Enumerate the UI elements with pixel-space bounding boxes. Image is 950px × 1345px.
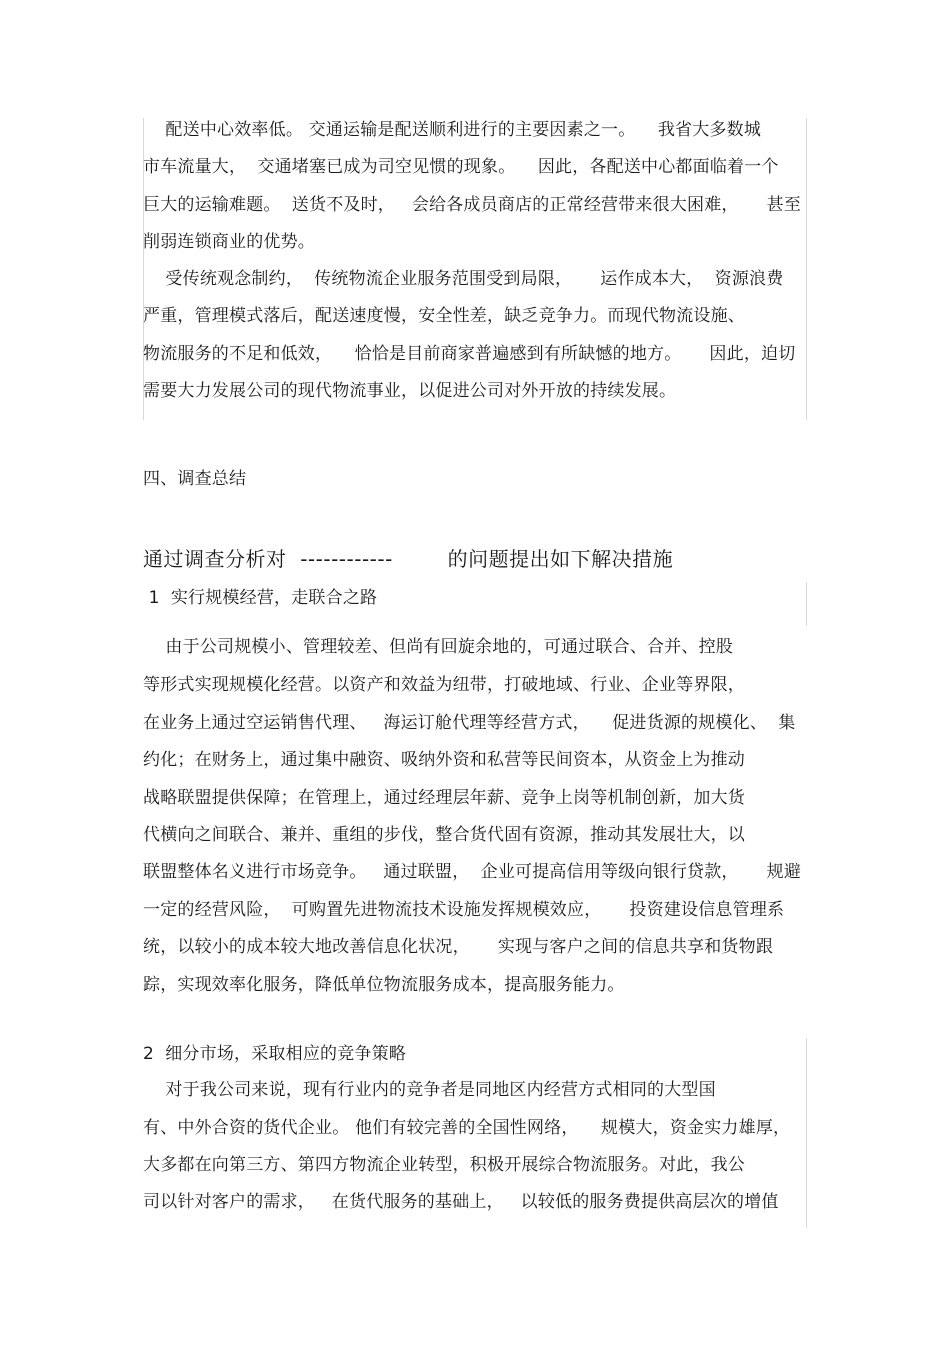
paragraph-line: 配送中心效率低。 交通运输是配送顺利进行的主要因素之一。 我省大多数城 — [143, 120, 762, 140]
right-border-line — [806, 118, 807, 420]
paragraph-line: 等形式实现规模化经营。以资产和效益为纽带，打破地域、行业、企业等界限， — [143, 675, 745, 695]
paragraph-line: 受传统观念制约， 传统物流企业服务范围受到局限， 运作成本大， 资源浪费 — [143, 269, 784, 289]
paragraph-line: 物流服务的不足和低效， 恰恰是目前商家普遍感到有所缺憾的地方。 因此，迫切 — [143, 344, 796, 364]
paragraph-line: 巨大的运输难题。 送货不及时， 会给各成员商店的正常经营带来很大困难， 甚至 — [143, 195, 802, 215]
paragraph-line: 踪，实现效率化服务，降低单位物流服务成本，提高服务能力。 — [143, 975, 625, 995]
paragraph-line: 统，以较小的成本较大地改善信息化状况， 实现与客户之间的信息共享和货物跟 — [143, 937, 774, 957]
paragraph-line: 削弱连锁商业的优势。 — [143, 232, 315, 252]
right-border-line — [806, 582, 807, 626]
paragraph-line: 市车流量大， 交通堵塞已成为司空见惯的现象。 因此，各配送中心都面临着一个 — [143, 157, 779, 177]
paragraph-line: 由于公司规模小、管理较差、但尚有回旋余地的，可通过联合、合并、控股 — [143, 637, 734, 657]
paragraph-line: 司以针对客户的需求， 在货代服务的基础上， 以较低的服务费提供高层次的增值 — [143, 1192, 779, 1212]
paragraph-line: 一定的经营风险， 可购置先进物流技术设施发挥规模效应， 投资建设信息管理系 — [143, 900, 785, 920]
section-heading: 四、调查总结 — [143, 469, 247, 489]
paragraph-line: 需要大力发展公司的现代物流事业，以促进公司对外开放的持续发展。 — [143, 381, 677, 401]
right-border-line — [806, 1038, 807, 1228]
paragraph-line: 严重，管理模式落后，配送速度慢，安全性差，缺乏竞争力。而现代物流设施、 — [143, 306, 745, 326]
paragraph-line: 有、中外合资的货代企业。 他们有较完善的全国性网络， 规模大，资金实力雄厚， — [143, 1118, 791, 1138]
paragraph-line: 在业务上通过空运销售代理、 海运订舱代理等经营方式， 促进货源的规模化、 集 — [143, 713, 796, 733]
item-heading: 2 细分市场，采取相应的竞争策略 — [143, 1044, 407, 1064]
paragraph-line: 代横向之间联合、兼并、重组的步伐，整合货代固有资源，推动其发展壮大，以 — [143, 825, 745, 845]
paragraph-line: 约化；在财务上，通过集中融资、吸纳外资和私营等民间资本，从资金上为推动 — [143, 750, 745, 770]
intro-line: 通过调查分析对 ------------ 的问题提出如下解决措施 — [143, 547, 674, 571]
paragraph-line: 大多都在向第三方、第四方物流企业转型，积极开展综合物流服务。对此，我公 — [143, 1155, 745, 1175]
item-heading: 1 实行规模经营，走联合之路 — [143, 588, 378, 608]
paragraph-line: 联盟整体名义进行市场竞争。 通过联盟， 企业可提高信用等级向银行贷款， 规避 — [143, 862, 802, 882]
paragraph-line: 战略联盟提供保障；在管理上，通过经理层年薪、竞争上岗等机制创新，加大货 — [143, 788, 745, 808]
paragraph-line: 对于我公司来说，现有行业内的竞争者是同地区内经营方式相同的大型国 — [143, 1080, 716, 1100]
